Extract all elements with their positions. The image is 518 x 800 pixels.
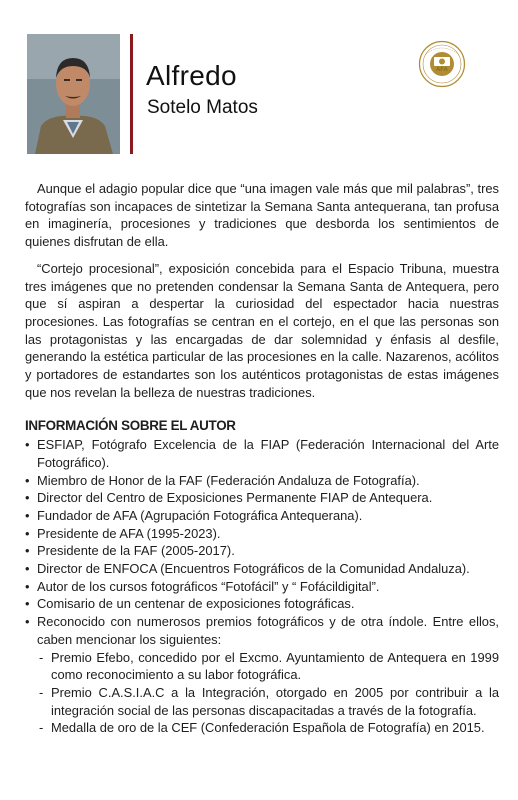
author-section-title: INFORMACIÓN SOBRE EL AUTOR [25,418,236,434]
document-body [25,180,499,737]
author-portrait-photo [27,34,120,154]
award-item: - Medalla de oro de la CEF (Confederación Española de Fotografía) en 2015. [37,719,499,737]
author-first-name: Alfredo [146,60,237,91]
awards-intro-text: Reconocido con numerosos premios fotográficos y de otra índole. Entre ellos, caben mencionar los siguientes: [37,614,499,647]
award-item: - Premio Efebo, concedido por el Excmo. Ayuntamiento de Antequera en 1999 como reconocimiento a su labor fotográfica. [37,649,499,684]
award-item: - Premio C.A.S.I.A.C a la Integración, otorgado en 2005 por contribuir a la integración social de las personas discapacitadas a través de la fotografía. [37,684,499,719]
list-item: • Fundador de AFA (Agrupación Fotográfica Antequerana). [25,507,499,525]
author-last-name: Sotelo Matos [147,97,258,118]
afa-logo [418,40,466,88]
list-item: • Director de ENFOCA (Encuentros Fotográficos de la Comunidad Andaluza). [25,560,499,578]
list-item: • ESFIAP, Fotógrafo Excelencia de la FIAP (Federación Internacional del Arte Fotográfico). [25,436,499,471]
awards-list [37,649,499,738]
list-item: • Comisario de un centenar de exposiciones fotográficas. [25,595,499,613]
list-item-awards [25,613,499,737]
list-item: • Miembro de Honor de la FAF (Federación Andaluza de Fotografía). [25,472,499,490]
list-item: • Presidente de la FAF (2005-2017). [25,542,499,560]
accent-divider [130,34,133,154]
logo-wordmark: AFA [436,67,448,73]
list-item: • Director del Centro de Exposiciones Permanente FIAP de Antequera. [25,489,499,507]
list-item: • Autor de los cursos fotográficos “Fotofácil” y “ Fofácildigital”. [25,578,499,596]
author-credentials-list [25,436,499,737]
intro-paragraph-2: “Cortejo procesional”, exposición concebida para el Espacio Tribuna, muestra tres imágenes que no pretenden condensar la Semana Santa de Antequera, pero que sí aspiran a despertar la curiosidad del espectador hacia nuestras procesiones. Las fotografías se centran en el cortejo, en el que las personas son las protagonistas y las encargadas de dar solemnidad y énfasis al desfile, generando la estética particular de las procesiones en la calle. Nazarenos, acólitos y portadores de estandartes son los auténticos protagonistas de estas imágenes que nos revelan la belleza de nuestras tradiciones. [25,260,499,400]
intro-paragraph-1: Aunque el adagio popular dice que “una imagen vale más que mil palabras”, tres fotografías son incapaces de sintetizar la Semana Santa antequerana, tan profusa en imaginería, procesiones y tradiciones que desborda los sentimientos de quienes disfrutan de ella. [25,181,499,250]
list-item: • Presidente de AFA (1995-2023). [25,525,499,543]
